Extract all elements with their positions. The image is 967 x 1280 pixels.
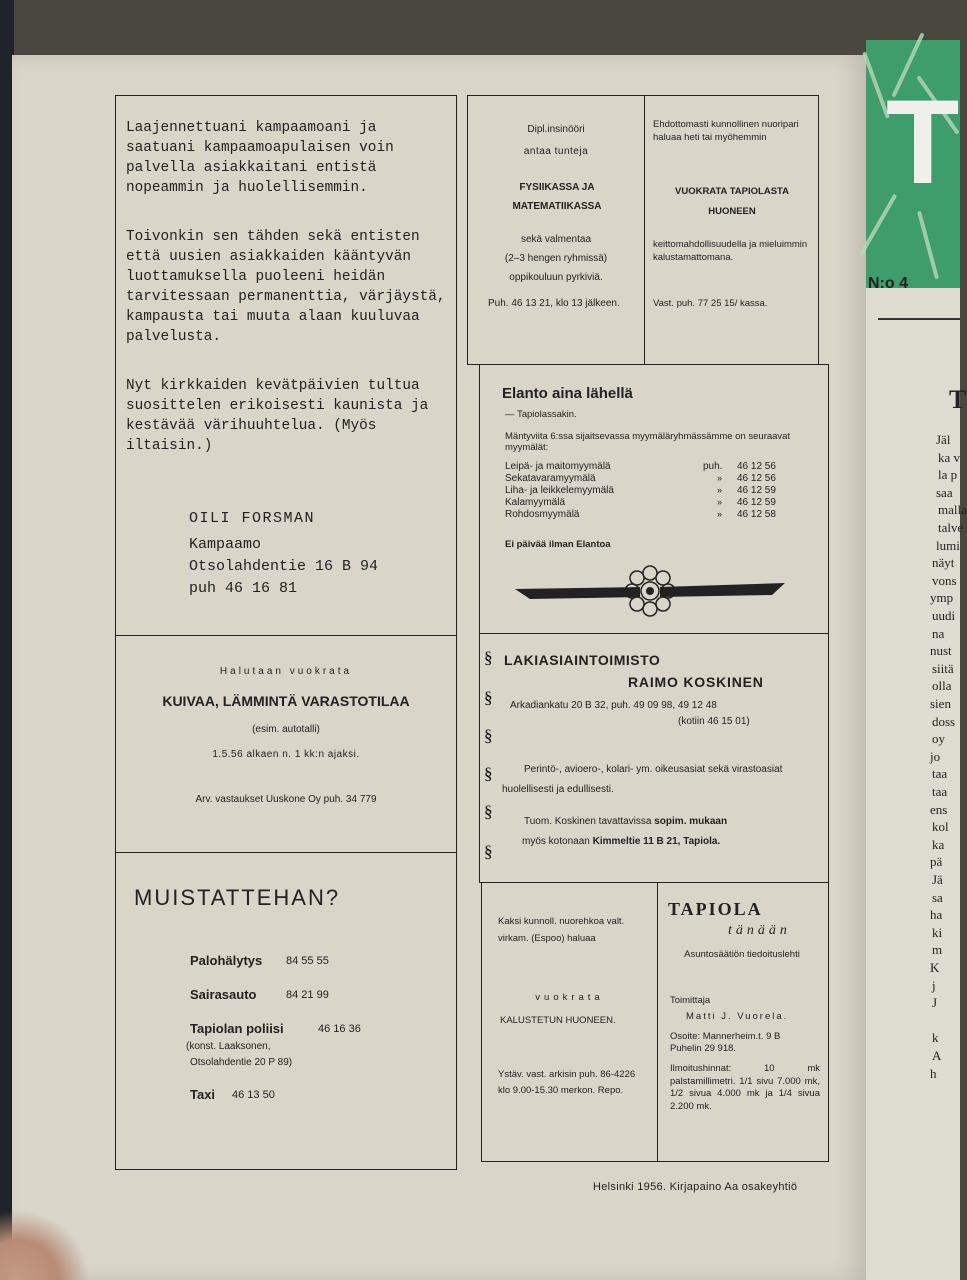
- law-meeting-a: Tuom. Koskinen tavattavissa: [524, 816, 652, 827]
- room-headline: VUOKRATA TAPIOLASTA HUONEEN: [675, 186, 789, 217]
- printer-footer: Helsinki 1956. Kirjapaino Aa osakeyhtiö: [593, 1181, 798, 1193]
- ad-officials-room: [481, 882, 658, 1162]
- next-page-text-fragment: pä: [930, 854, 943, 870]
- elanto-shop-phone: 46 12 59: [737, 485, 776, 496]
- elanto-subtitle: — Tapiolassakin.: [505, 409, 577, 420]
- remember-label: Taxi: [190, 1087, 216, 1102]
- magazine-page: [12, 55, 867, 1280]
- next-page-text-fragment: doss: [932, 713, 956, 729]
- remember-police-note-1: (konst. Laaksonen,: [186, 1041, 271, 1052]
- remember-number: 46 16 36: [318, 1023, 361, 1035]
- next-page-text-fragment: ka v: [938, 449, 961, 465]
- next-page-issue-number: N:o 4: [868, 275, 908, 292]
- next-page-text-fragment: la p: [938, 467, 958, 483]
- elanto-shop-name: Rohdosmyymälä: [505, 509, 580, 520]
- elanto-ditto-mark: »: [717, 485, 723, 495]
- forsman-phone: puh 46 16 81: [189, 580, 298, 597]
- next-page-text-fragment: lumi: [936, 537, 960, 553]
- next-page-text-fragment: malla: [938, 502, 967, 518]
- forsman-address: Otsolahdentie 16 B 94: [189, 558, 379, 575]
- officials-intro: Kaksi kunnoll. nuorehkoa valt. virkam. (Espoo) haluaa: [498, 916, 625, 944]
- section-sign-icon: §: [484, 802, 493, 821]
- storage-example: (esim. autotalli): [252, 724, 320, 735]
- next-page-text-fragment: ymp: [930, 590, 954, 606]
- law-meeting-d: Kimmeltie 11 B 21, Tapiola.: [592, 836, 721, 847]
- next-page-text-fragment: ha: [930, 907, 943, 923]
- ad-room-wanted: [644, 95, 819, 365]
- remember-number: 84 55 55: [286, 955, 329, 967]
- section-sign-icon: §: [484, 842, 493, 861]
- section-sign-icon: §: [484, 648, 493, 667]
- remember-police-note-2: Otsolahdentie 20 P 89): [190, 1057, 293, 1068]
- masthead-title: TAPIOLA: [668, 899, 763, 919]
- elanto-ditto-mark: »: [717, 497, 723, 507]
- next-page-text-fragment: uudi: [932, 608, 956, 623]
- storage-headline: KUIVAA, LÄMMINTÄ VARASTOTILAA: [162, 693, 410, 709]
- next-page-cover-banner: [866, 40, 960, 288]
- next-page-text-fragment: h: [930, 1065, 937, 1081]
- ad-elanto: [479, 364, 829, 634]
- masthead-description: Asuntosäätiön tiedoituslehti: [684, 949, 800, 960]
- law-address: Arkadiankatu 20 B 32, puh. 49 09 98, 49 12 48: [510, 700, 717, 711]
- next-page-text-fragment: ki: [932, 924, 943, 940]
- next-page-text-fragment: nust: [930, 643, 952, 659]
- forsman-paragraph-3: Nyt kirkkaiden kevätpäivien tultua suosittelen erikoisesti kaunista ja kestävää värihuuhtelua. (Myös iltaisin.): [126, 378, 429, 454]
- forsman-shop: Kampaamo: [189, 536, 262, 553]
- next-page-text-fragment: A: [932, 1048, 942, 1063]
- law-title-2: RAIMO KOSKINEN: [628, 674, 764, 690]
- elanto-shop-phone: 46 12 59: [737, 497, 776, 508]
- ad-storage: [115, 635, 457, 853]
- next-page-text-fragment: kol: [932, 819, 949, 835]
- masthead-tapiola-tanaan: [657, 882, 829, 1162]
- next-page-text-fragment: ens: [930, 801, 948, 817]
- next-page-text-fragment: näyt: [932, 555, 955, 571]
- elanto-shop-phone: 46 12 56: [737, 461, 776, 472]
- elanto-logo-icon: [510, 561, 790, 621]
- tutor-subjects: FYSIIKASSA JA MATEMATIIKASSA: [512, 182, 602, 212]
- leaf-pattern: [917, 211, 939, 280]
- section-sign-icon: §: [484, 688, 493, 707]
- storage-intro: Halutaan vuokrata: [219, 666, 353, 677]
- elanto-shop-phone: 46 12 58: [737, 509, 776, 520]
- next-page-text-fragment: j: [932, 977, 936, 993]
- next-page-text-fragment: ka: [932, 836, 945, 852]
- forsman-name: OILI FORSMAN: [189, 510, 316, 527]
- next-page-text-fragment: olla: [932, 678, 952, 694]
- officials-verb: vuokrata: [535, 992, 604, 1003]
- law-meeting-b: sopim. mukaan: [654, 816, 728, 827]
- tutor-line-2: antaa tunteja: [523, 146, 589, 157]
- tutor-line-1: Dipl.insinööri: [527, 124, 585, 135]
- next-page-text-fragment: siitä: [932, 660, 954, 676]
- elanto-shop-name: Kalamyymälä: [505, 497, 566, 508]
- room-contact: Vast. puh. 77 25 15/ kassa.: [653, 298, 768, 309]
- tutor-contact: Puh. 46 13 21, klo 13 jälkeen.: [488, 298, 620, 309]
- law-meeting-c: myös kotonaan: [522, 836, 590, 847]
- room-detail: keittomahdollisuudella ja mieluimmin kalustamattomana.: [653, 239, 808, 263]
- next-page-text-fragment: jo: [930, 748, 941, 764]
- next-page-text-fragment: K: [930, 960, 940, 975]
- storage-period: 1.5.56 alkaen n. 1 kk:n ajaksi.: [212, 749, 360, 760]
- storage-contact: Arv. vastaukset Uuskone Oy puh. 34 779: [195, 794, 377, 805]
- masthead-address: Osoite: Mannerheim.t. 9 B: [670, 1031, 781, 1042]
- next-page-text-fragment: na: [932, 625, 945, 641]
- next-page-text-fragment: vons: [932, 572, 957, 588]
- tutor-line-5: oppikouluun pyrkiviä.: [509, 272, 603, 283]
- remember-label: Sairasauto: [190, 987, 257, 1002]
- next-page-text-fragment: Jäl: [936, 432, 951, 447]
- next-page-text-fragment: talve: [938, 520, 964, 535]
- room-intro: Ehdottomasti kunnollinen nuoripari haluaa heti tai myöhemmin: [653, 119, 799, 143]
- forsman-paragraph-1: Laajennettuani kampaamoani ja saatuani kampaamoapulaisen voin palvella asiakkaitani entistä nopeammin ja huolellisemmin.: [126, 120, 394, 196]
- law-home-phone: (kotiin 46 15 01): [678, 716, 750, 727]
- officials-object: KALUSTETUN HUONEEN.: [500, 1015, 616, 1026]
- tutor-line-3: sekä valmentaa: [520, 234, 592, 245]
- masthead-prices: Ilmoitushinnat: 10 mk palstamillimetri. 1/1 sivu 7.000 mk, 1/2 sivua 4.000 mk ja 1/4 sivua 2.200 mk.: [670, 1063, 820, 1112]
- forsman-paragraph-2: Toivonkin sen tähden sekä entisten että uusien asiakkaiden kääntyvän luottamuksella puoleeni heidän tarvitessaan permanenttia, värjäystä, kampausta tai muuta alaan kuuluvaa palvelusta.: [126, 229, 446, 345]
- next-page-text-fragment: taa: [932, 766, 948, 782]
- remember-number: 84 21 99: [286, 989, 329, 1001]
- next-page-text-fragment: taa: [932, 784, 948, 799]
- next-page-big-letter: T: [886, 75, 954, 209]
- elanto-shop-name: Liha- ja leikkelemyymälä: [505, 485, 614, 496]
- masthead-subtitle: tänään: [728, 923, 791, 938]
- ad-remember-numbers: [115, 852, 457, 1170]
- elanto-title: Elanto aina lähellä: [502, 385, 633, 402]
- next-page-text-fragment: J: [932, 995, 938, 1011]
- masthead-editor: Matti J. Vuorela.: [686, 1011, 789, 1022]
- next-page-heading-letter: T: [949, 385, 967, 414]
- remember-title: MUISTATTEHAN?: [134, 885, 341, 910]
- remember-label: Palohälytys: [190, 953, 263, 968]
- photographer-hand: [0, 1210, 90, 1280]
- section-sign-icon: §: [484, 726, 493, 745]
- elanto-shop-name: Sekatavaramyymälä: [505, 473, 596, 484]
- section-sign-icon: §: [484, 764, 493, 783]
- next-page-text-fragment: sa: [932, 889, 943, 905]
- next-page-text-fragment: saa: [936, 484, 953, 500]
- elanto-intro: Mäntyviita 6:ssa sijaitsevassa myymäläryhmässämme on seuraavat myymälät:: [505, 431, 791, 453]
- next-page-text-fragment: Jä: [932, 872, 943, 887]
- remember-label: Tapiolan poliisi: [190, 1021, 284, 1036]
- elanto-shop-name: Leipä- ja maitomyymälä: [505, 461, 611, 472]
- elanto-ditto-mark: »: [717, 473, 723, 483]
- ad-kampaamo-forsman: [115, 95, 457, 636]
- next-page-text-fragment: m: [932, 942, 943, 958]
- elanto-phone-label: puh.: [703, 461, 723, 472]
- next-page-rule: [878, 318, 960, 320]
- law-title-1: LAKIASIAINTOIMISTO: [504, 652, 661, 668]
- remember-number: 46 13 50: [232, 1089, 275, 1101]
- ad-tutor: [467, 95, 645, 365]
- elanto-shop-phone: 46 12 56: [737, 473, 776, 484]
- next-page-text-fragment: k: [932, 1030, 939, 1046]
- elanto-slogan: Ei päivää ilman Elantoa: [505, 539, 611, 550]
- tutor-line-4: (2–3 hengen ryhmissä): [504, 253, 608, 264]
- masthead-phone: Puhelin 29 918.: [670, 1043, 737, 1054]
- law-meeting: [524, 812, 824, 852]
- ad-law-office: [479, 633, 829, 883]
- next-page-edge: [866, 40, 967, 1280]
- next-page-text-fragment: oy: [932, 731, 945, 747]
- law-services: Perintö-, avioero-, kolari- ym. oikeusasiat sekä virastoasiat huolellisesti ja edullisesti.: [502, 764, 783, 795]
- officials-contact: Ystäv. vast. arkisin puh. 86-4226 klo 9.00-15.30 merkon. Repo.: [498, 1069, 636, 1096]
- next-page-text-fragment: sien: [930, 696, 951, 711]
- elanto-ditto-mark: »: [717, 509, 723, 519]
- masthead-editor-label: Toimittaja: [670, 995, 711, 1006]
